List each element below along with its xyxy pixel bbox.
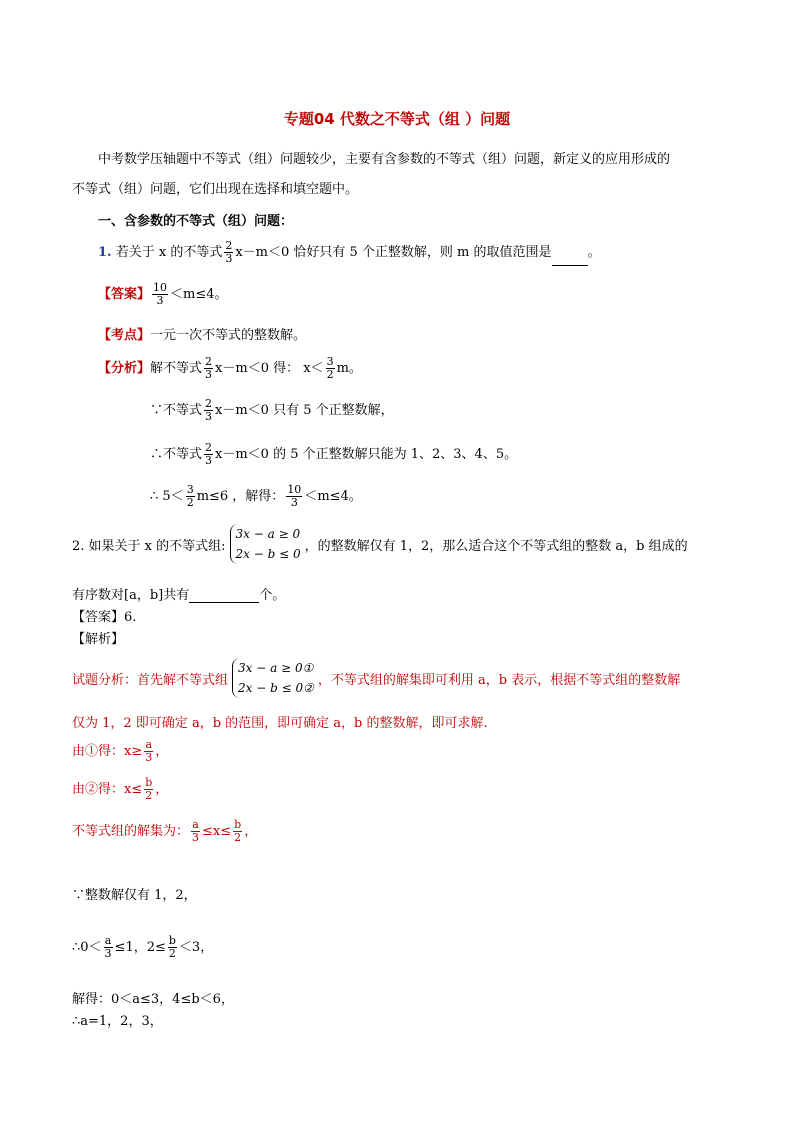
fraction: $\frac{2}{3}$ — [205, 441, 213, 467]
inequality-system: 3x − a ≥ 0① 2x − b ≤ 0② — [232, 658, 314, 698]
answer-label: 【答案】 — [98, 287, 151, 302]
fraction: $\frac{b}{2}$ — [234, 818, 242, 844]
question-2: 2. 如果关于 x 的不等式组: 3x − a ≥ 0 2x − b ≤ 0 ，的整数解仅有 1，2，那么适合这个不等式组的整数 a，b 组成的 — [72, 524, 688, 564]
q1-analysis-2: ∵不等式 $\frac{2}{3}$ x－m＜0 只有 5 个正整数解， — [150, 397, 394, 423]
fraction: $\frac{a}{3}$ — [145, 738, 153, 764]
q1-answer: 【答案】 $\frac{10}{3}$ ＜m≤4。 — [98, 281, 228, 307]
fraction: $\frac{2}{3}$ — [205, 397, 213, 423]
inequality-system: 3x − a ≥ 0 2x − b ≤ 0 — [230, 524, 301, 564]
fraction: $\frac{10}{3}$ — [153, 281, 168, 307]
q2-step-4: 由②得：x≤ $\frac{b}{2}$ ， — [72, 776, 169, 802]
fraction: $\frac{a}{3}$ — [192, 818, 200, 844]
fraction: $\frac{b}{2}$ — [145, 776, 153, 802]
question-2-line-2: 有序数对[a，b]共有 个。 — [72, 588, 286, 603]
q1-analysis-3: ∴不等式 $\frac{2}{3}$ x－m＜0 的 5 个正整数解只能为 1、2、3、4、5。 — [150, 441, 518, 467]
q2-step-3: 由①得：x≥ $\frac{a}{3}$ ， — [72, 738, 169, 764]
question-1: 1. 若关于 x 的不等式 $\frac{2}{3}$ x－m＜0 恰好只有 5 个正整数解，则 m 的取值范围是 。 — [98, 239, 601, 265]
fraction: $\frac{b}{2}$ — [168, 934, 176, 960]
q2-step-7: ∴0＜ $\frac{a}{3}$ ≤1，2≤ $\frac{b}{2}$ ＜3， — [72, 934, 214, 960]
intro-line-1: 中考数学压轴题中不等式（组）问题较少，主要有含参数的不等式（组）问题，新定义的应用形成的 — [98, 152, 671, 167]
q1-point: 【考点】一元一次不等式的整数解。 — [98, 328, 307, 343]
q2-step-1: 试题分析：首先解不等式组 3x − a ≥ 0① 2x − b ≤ 0② ，不等式组的解集即可利用 a，b 表示，根据不等式组的整数解 — [72, 658, 680, 698]
analysis-label: 【分析】 — [98, 361, 151, 376]
answer-blank — [552, 265, 588, 266]
q2-step-5: 不等式组的解集为： $\frac{a}{3}$ ≤x≤ $\frac{b}{2}$ ， — [72, 818, 258, 844]
point-label: 【考点】 — [98, 328, 151, 343]
question-number: 1. — [98, 245, 112, 260]
page-title: 专题04 代数之不等式（组 ）问题 — [283, 110, 511, 128]
q2-step-2: 仅为 1，2 即可确定 a，b 的范围，即可确定 a，b 的整数解，即可求解. — [72, 716, 488, 731]
answer-blank — [189, 602, 259, 603]
fraction: $\frac{3}{2}$ — [186, 483, 194, 509]
q2-step-6: ∵整数解仅有 1，2， — [72, 888, 197, 903]
fraction: $\frac{3}{2}$ — [326, 355, 334, 381]
q1-analysis-1: 【分析】解不等式 $\frac{2}{3}$ x－m＜0 得： x＜ $\frac{3}{2}$ m。 — [98, 355, 362, 381]
fraction: $\frac{2}{3}$ — [225, 239, 233, 265]
q2-step-8: 解得：0＜a≤3，4≤b＜6， — [72, 992, 234, 1007]
fraction: $\frac{10}{3}$ — [287, 483, 302, 509]
q1-analysis-4: ∴ 5＜ $\frac{3}{2}$ m≤6 ，解得： $\frac{10}{3}$ ＜m≤4。 — [150, 483, 362, 509]
fraction: $\frac{2}{3}$ — [205, 355, 213, 381]
intro-line-2: 不等式（组）问题，它们出现在选择和填空题中。 — [72, 182, 359, 197]
q2-analysis-label: 【解析】 — [72, 632, 125, 647]
q2-answer: 【答案】6. — [72, 610, 137, 625]
fraction: $\frac{a}{3}$ — [104, 934, 112, 960]
section-heading: 一、含参数的不等式（组）问题： — [98, 214, 294, 229]
q2-step-9: ∴a=1，2，3， — [72, 1014, 163, 1029]
